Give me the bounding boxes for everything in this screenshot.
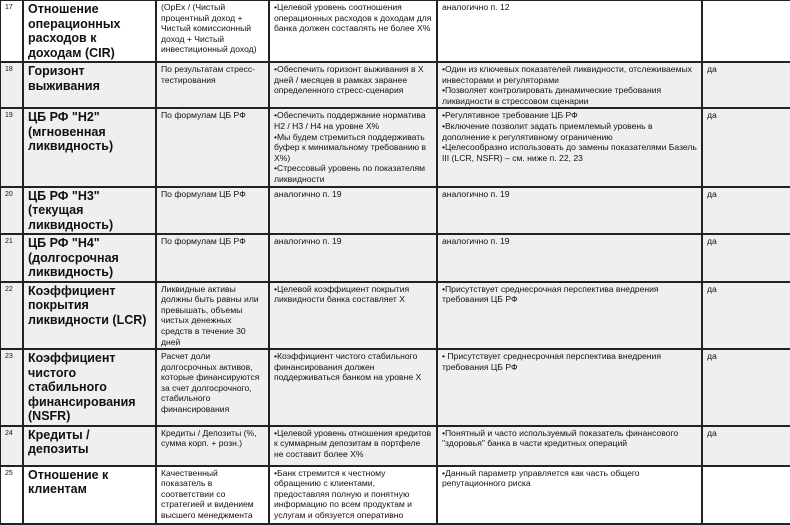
row-number: 21 xyxy=(0,234,23,282)
formula-cell: (OpEx / (Чистый процентный доход + Чистый комиссионный доход + Чистый инвестиционный доход) xyxy=(156,0,269,62)
target-cell xyxy=(269,187,437,235)
target-cell xyxy=(269,234,437,282)
target-cell xyxy=(269,108,437,186)
comment-cell-line: •Понятный и часто используемый показатель финансового "здоровья" банка в части кредитных операций xyxy=(442,427,679,449)
comment-cell-line: • Присутствует среднесрочная перспектива внедрения требования ЦБ РФ xyxy=(442,351,661,372)
comment-cell-line: •Присутствует среднесрочная перспектива внедрения требования ЦБ РФ xyxy=(442,283,659,305)
indicator-name: Отношение к клиентам xyxy=(23,466,156,524)
table-row xyxy=(0,187,790,235)
comment-cell-line: аналогично п. 12 xyxy=(442,2,510,12)
comment-cell xyxy=(437,0,702,62)
comment-cell-line: •Регулятивное требование ЦБ РФ xyxy=(442,110,578,121)
row-number: 23 xyxy=(0,349,23,426)
flag-cell: да xyxy=(702,234,790,282)
target-cell-line: •Целевой уровень соотношения операционных расходов к доходам для банка должен составлять не более X% xyxy=(274,2,432,34)
comment-cell xyxy=(437,466,702,524)
table-row xyxy=(0,349,790,426)
row-number: 22 xyxy=(0,282,23,350)
target-cell-line: •Стрессовый уровень по показателям ликвидности xyxy=(274,163,426,184)
target-cell-line: •Обеспечить поддержание норматива Н2 / Н3 / Н4 на уровне X% xyxy=(274,110,426,131)
target-cell-line: •Коэффициент чистого стабильного финансирования должен поддерживаться банком на уровне X xyxy=(274,351,422,383)
comment-cell xyxy=(437,187,702,235)
table-row xyxy=(0,282,790,350)
indicator-name: Отношение операционных расходов к доходам (CIR) xyxy=(23,0,156,62)
comment-cell-line: •Один из ключевых показателей ликвидности, отслеживаемых инвесторами и регуляторами xyxy=(442,64,692,85)
target-cell xyxy=(269,282,437,350)
comment-cell-line: •Включение позволит задать приемлемый уровень в дополнение к регулятивному ограничению xyxy=(442,120,653,142)
target-cell-line: •Банк стремится к честному обращению с клиентами, предоставляя полную и понятную информацию по всем продуктам и услугам и обязуется оперативно xyxy=(274,467,412,520)
table-row xyxy=(0,108,790,186)
comment-cell xyxy=(437,108,702,186)
target-cell-line: •Целевой коэффициент покрытия ликвидности банка составляет X xyxy=(274,283,410,305)
comment-cell-line: •Данный параметр управляется как часть общего репутационного риска xyxy=(442,467,640,489)
row-number: 18 xyxy=(0,62,23,108)
comment-cell-line: аналогично п. 19 xyxy=(442,236,510,247)
formula-cell: Кредиты / Депозиты (%, сумма корп. + розн.) xyxy=(156,426,269,466)
target-cell-line: •Мы будем стремиться поддерживать буфер к минимальному требованию в X%) xyxy=(274,131,427,163)
comment-cell xyxy=(437,62,702,108)
formula-cell: По формулам ЦБ РФ xyxy=(156,187,269,235)
comment-cell xyxy=(437,234,702,282)
table-row xyxy=(0,426,790,466)
indicator-name: Коэффициент покрытия ликвидности (LCR) xyxy=(23,282,156,350)
table-row xyxy=(0,466,790,524)
target-cell xyxy=(269,426,437,466)
comment-cell-line: аналогично п. 19 xyxy=(442,188,510,199)
target-cell-line: •Обеспечить горизонт выживания в X дней / месяцев в рамках заранее определенного стресс-сценария xyxy=(274,64,424,96)
indicator-name: Коэффициент чистого стабильного финансирования (NSFR) xyxy=(23,349,156,426)
flag-cell: да xyxy=(702,349,790,426)
comment-cell xyxy=(437,349,702,426)
comment-cell-line: •Позволяет контролировать динамические требования ликвидности в стрессовом сценарии xyxy=(442,85,662,106)
formula-cell: Ликвидные активы должны быть равны или превышать, объемы чистых денежных средств в течение 30 дней xyxy=(156,282,269,350)
flag-cell xyxy=(702,466,790,524)
target-cell xyxy=(269,62,437,108)
table-row xyxy=(0,62,790,108)
formula-cell: По формулам ЦБ РФ xyxy=(156,108,269,186)
formula-cell: Расчет доли долгосрочных активов, которые финансируются за счет долгосрочного, стабильного финансирования xyxy=(156,349,269,426)
indicator-name: ЦБ РФ "Н2" (мгновенная ликвидность) xyxy=(23,108,156,186)
flag-cell: да xyxy=(702,426,790,466)
target-cell xyxy=(269,349,437,426)
target-cell xyxy=(269,466,437,524)
flag-cell xyxy=(702,0,790,62)
table-row xyxy=(0,0,790,62)
row-number: 25 xyxy=(0,466,23,524)
target-cell-line: •Целевой уровень отношения кредитов к суммарным депозитам в портфеле не составит более X% xyxy=(274,427,432,459)
target-cell-line: аналогично п. 19 xyxy=(274,188,342,199)
indicator-name: ЦБ РФ "Н4" (долгосрочная ликвидность) xyxy=(23,234,156,282)
indicator-name: Кредиты / депозиты xyxy=(23,426,156,466)
formula-cell: По результатам стресс-тестирования xyxy=(156,62,269,108)
row-number: 19 xyxy=(0,108,23,186)
comment-cell-line: •Целесообразно использовать до замены показателями Базель III (LCR, NSFR) – см. ниже п. 22, 23 xyxy=(442,142,697,163)
indicator-name: ЦБ РФ "Н3" (текущая ликвидность) xyxy=(23,187,156,235)
target-cell xyxy=(269,0,437,62)
flag-cell: да xyxy=(702,108,790,186)
formula-cell: Качественный показатель в соответствии со стратегией и видением высшего менеджмента xyxy=(156,466,269,524)
flag-cell: да xyxy=(702,187,790,235)
comment-cell xyxy=(437,426,702,466)
comment-cell xyxy=(437,282,702,350)
row-number: 20 xyxy=(0,187,23,235)
target-cell-line: аналогично п. 19 xyxy=(274,236,342,247)
indicator-name: Горизонт выживания xyxy=(23,62,156,108)
table-row xyxy=(0,234,790,282)
flag-cell: да xyxy=(702,282,790,350)
row-number: 24 xyxy=(0,426,23,466)
row-number: 17 xyxy=(0,0,23,62)
formula-cell: По формулам ЦБ РФ xyxy=(156,234,269,282)
flag-cell: да xyxy=(702,62,790,108)
